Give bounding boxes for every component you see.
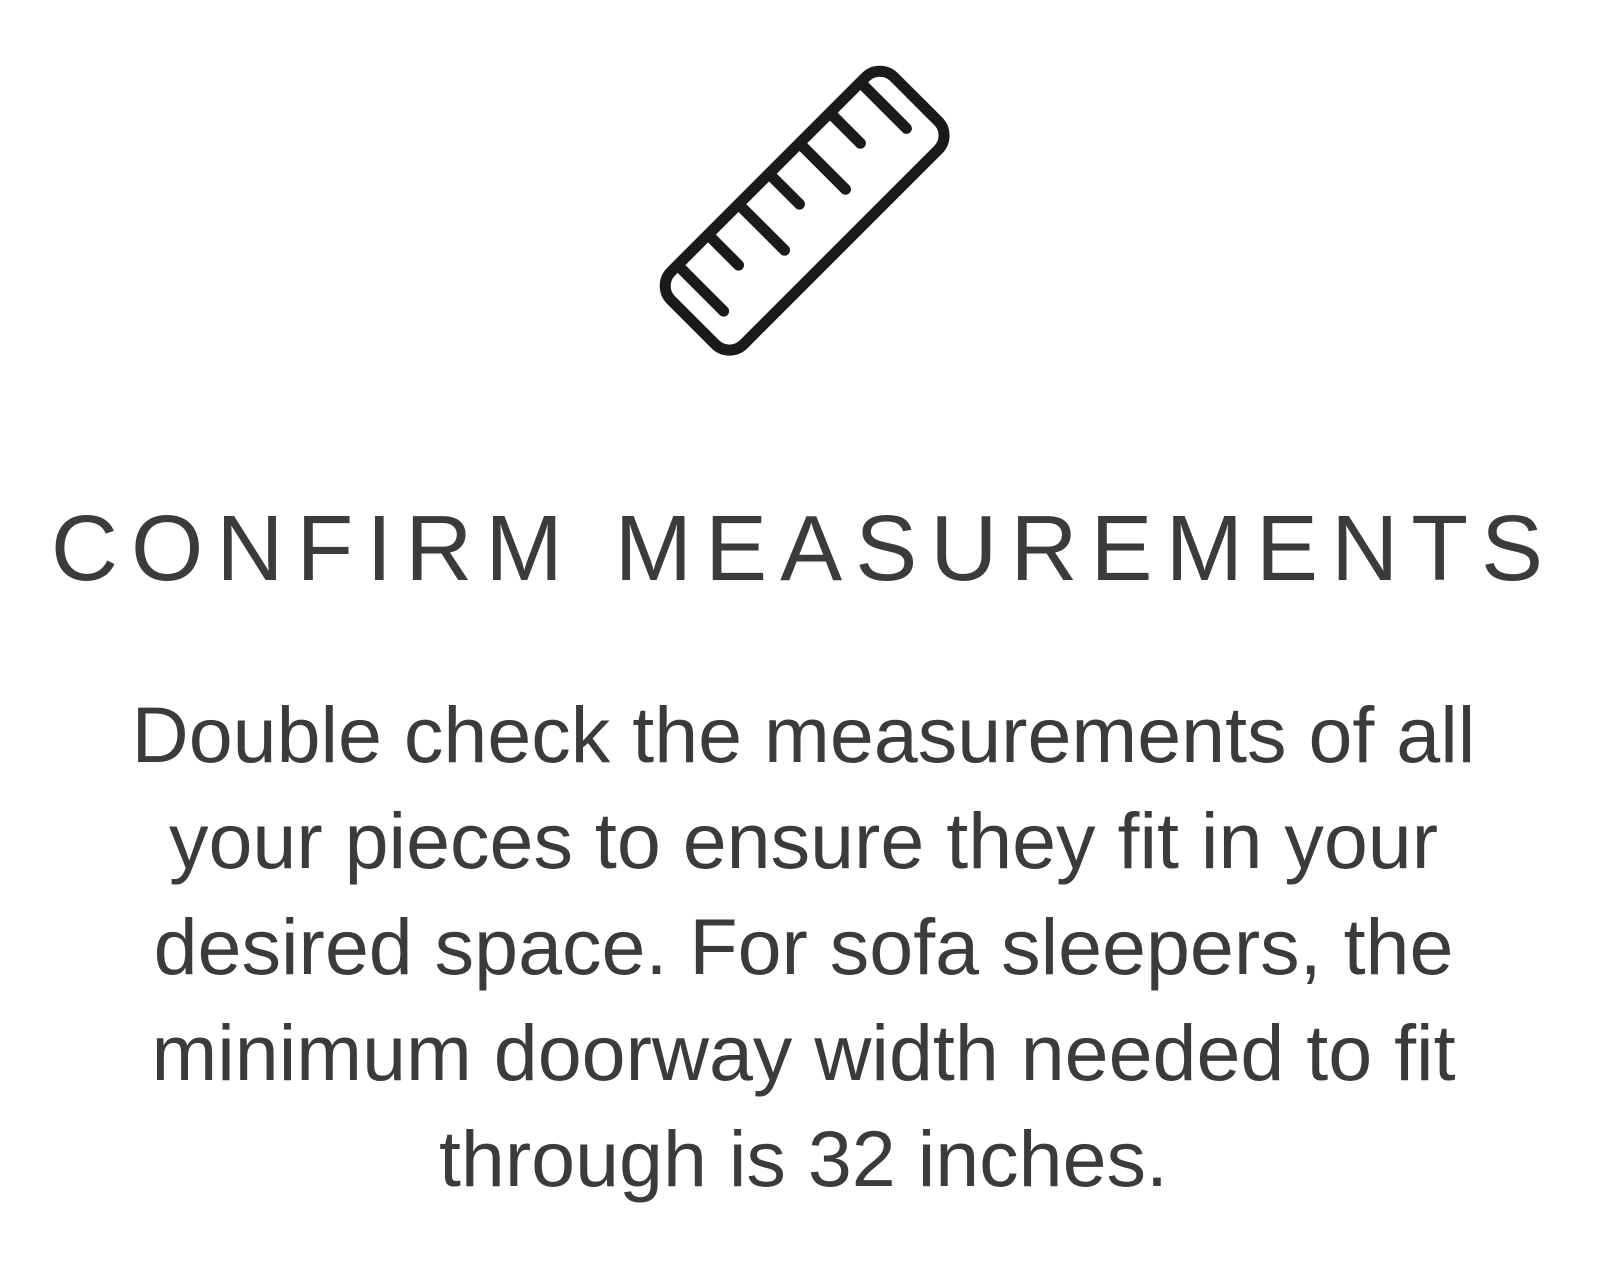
body-line: minimum doorway width needed to fit [151, 1008, 1456, 1097]
body-line: desired space. For sofa sleepers, the [153, 902, 1454, 991]
body-line: Double check the measurements of all [131, 690, 1476, 779]
body-paragraph [0, 682, 1607, 1212]
body-line: through is 32 inches. [438, 1114, 1168, 1203]
page-title: CONFIRM MEASUREMENTS [50, 496, 1557, 600]
ruler-icon [639, 42, 969, 378]
body-line: your pieces to ensure they fit in your [168, 796, 1439, 885]
